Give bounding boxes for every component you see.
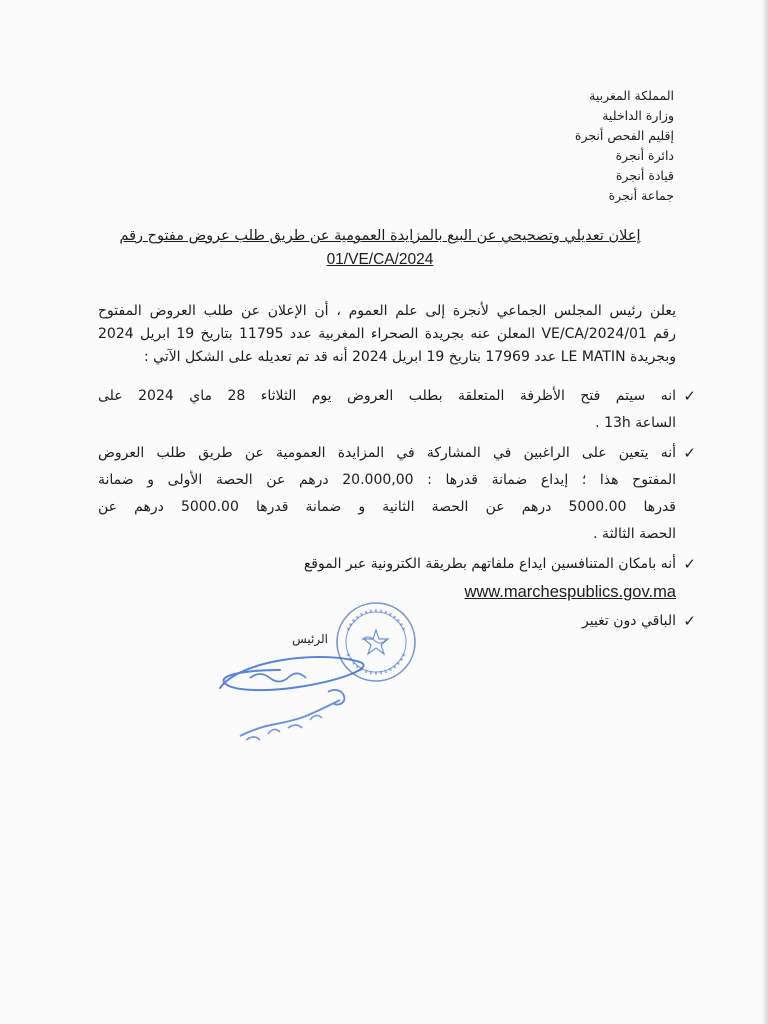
amendment-line: الحصة الثالثة . <box>593 526 676 542</box>
amendment-line: انه سيتم فتح الأظرفة المتعلقة بطلب العروض يوم الثلاثاء 28 ماي 2024 على <box>98 388 677 404</box>
letterhead-line: المملكة المغربية <box>589 88 674 103</box>
amendment-item-electronic-submission <box>98 551 696 578</box>
amendment-line: قدرها 5000.00 درهم عن الحصة الثانية و ضمانة قدرها 5000.00 درهم عن <box>98 499 676 515</box>
handwritten-signature <box>210 640 380 750</box>
amendment-item-guarantee <box>98 440 696 548</box>
letterhead-line: إقليم الفحص أنجرة <box>574 128 674 143</box>
amendment-line: المفتوح هذا ؛ إيداع ضمانة قدرها : 20.000,00 درهم عن الحصة الأولى و ضمانة <box>98 472 676 488</box>
check-icon: ✓ <box>683 387 696 405</box>
intro-line: رقم 01/VE/CA/2024 المعلن عنه بجريدة الصحراء المغربية عدد 11795 بتاريخ 19 ابريل 2024 <box>98 326 677 342</box>
notice-title-text: إعلان تعديلي وتصحيحي عن البيع بالمزايدة العمومية عن طريق طلب عروض مفتوح رقم <box>119 228 641 244</box>
amendment-line: أنه بامكان المتنافسين ايداع ملفاتهم بطريقة الكترونية عبر الموقع <box>303 556 676 572</box>
notice-intro <box>98 300 676 369</box>
check-icon: ✓ <box>683 444 696 462</box>
notice-reference-number: 01/VE/CA/2024 <box>326 251 434 268</box>
amendment-line: أنه يتعين على الراغبين في المشاركة في المزايدة العمومية عن طريق طلب العروض <box>98 445 676 461</box>
check-icon: ✓ <box>683 612 696 630</box>
notice-title <box>100 224 660 272</box>
president-label: الرئيس <box>292 632 328 646</box>
amendments-list <box>98 383 696 635</box>
letterhead-line: دائرة أنجرة <box>615 148 674 163</box>
letterhead-line: قيادة أنجرة <box>615 168 674 183</box>
scan-edge-shadow <box>762 0 768 1024</box>
letterhead <box>575 86 674 206</box>
amendment-line: الساعة 13h . <box>595 415 676 431</box>
amendment-item-opening-date <box>98 383 696 437</box>
letterhead-line: وزارة الداخلية <box>602 108 674 123</box>
intro-line: يعلن رئيس المجلس الجماعي لأنجرة إلى علم العموم ، أن الإعلان عن طلب العروض المفتوح <box>98 303 676 319</box>
website-link[interactable]: www.marchespublics.gov.ma <box>464 583 676 601</box>
intro-line: وبجريدة LE MATIN عدد 17969 بتاريخ 19 ابريل 2024 أنه قد تم تعديله على الشكل الآتي : <box>143 349 676 365</box>
amendment-line: الباقي دون تغيير <box>581 613 676 629</box>
letterhead-line: جماعة أنجرة <box>608 188 674 203</box>
check-icon: ✓ <box>683 555 696 573</box>
